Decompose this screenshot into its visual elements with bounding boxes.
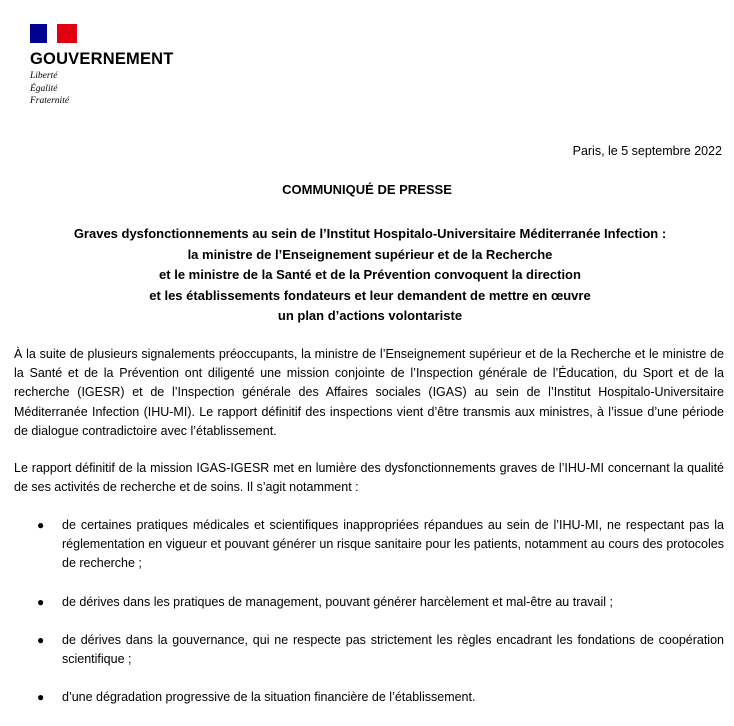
bullet-icon: ● — [37, 632, 45, 647]
document-date: Paris, le 5 septembre 2022 — [572, 144, 722, 158]
list-item — [14, 631, 724, 669]
government-wordmark: GOUVERNEMENT — [30, 50, 174, 68]
headline-line-5: un plan d’actions volontariste — [277, 308, 463, 323]
headline-line-1: Graves dysfonctionnements au sein de l’Institut Hospitalo-Universitaire Méditerranée Infection : — [73, 226, 667, 241]
headline-line-4: et les établissements fondateurs et leur demandent de mettre en œuvre — [149, 287, 591, 303]
headline-line-2: la ministre de l’Enseignement supérieur et de la Recherche — [187, 246, 553, 262]
motto-liberte: Liberté — [30, 71, 58, 81]
paragraph-findings: Le rapport définitif de la mission IGAS-IGESR met en lumière des dysfonctionnements graves de l’IHU-MI concernant la qualité de ses activités de recherche et de soins. Il s’agit notamment : — [14, 461, 724, 495]
marianne-flag-icon — [30, 24, 77, 43]
list-item-text: de dérives dans la gouvernance, qui ne respecte pas strictement les règles encadrant les fondations de coopération scientifique ; — [62, 632, 724, 667]
list-item — [14, 688, 724, 707]
list-item — [14, 593, 724, 612]
list-item — [14, 516, 724, 574]
bullet-icon: ● — [37, 518, 45, 532]
motto-fraternite: Fraternité — [30, 96, 70, 106]
government-logo — [30, 24, 230, 107]
bullet-icon: ● — [37, 594, 45, 609]
bullet-icon: ● — [37, 690, 45, 705]
list-item-text: d’une dégradation progressive de la situation financière de l’établissement. — [62, 690, 476, 705]
motto-egalite: Égalité — [30, 83, 58, 94]
findings-list — [14, 516, 724, 726]
release-title: COMMUNIQUÉ DE PRESSE — [282, 182, 452, 197]
list-item-text: de certaines pratiques médicales et scientifiques inappropriées répandues au sein de l’IHU-MI, ne respectant pas la réglementation en vigueur et pouvant générer un risque sanitaire pour les patients, notamment au cours des protocoles de recherche ; — [62, 518, 724, 571]
paragraph-intro: À la suite de plusieurs signalements préoccupants, la ministre de l’Enseignement supérieur et de la Recherche et le ministre de la Santé et de la Prévention ont diligenté une mission conjointe de l’Inspection générale de l’Éducation, du Sport et de la recherche (IGESR) et de l’Inspection générale des Affaires sociales (IGAS) au sein de l’Institut Hospitalo-Universitaire Méditerranée Infection (IHU-MI). Le rapport définitif des inspections vient d’être transmis aux ministres, à l’issue d’une période de dialogue contradictoire avec l’établissement. — [14, 347, 724, 438]
headline-line-3: et le ministre de la Santé et de la Prévention convoquent la direction — [159, 267, 581, 282]
headline — [30, 224, 710, 327]
list-item-text: de dérives dans les pratiques de management, pouvant générer harcèlement et mal-être au travail ; — [62, 594, 614, 609]
